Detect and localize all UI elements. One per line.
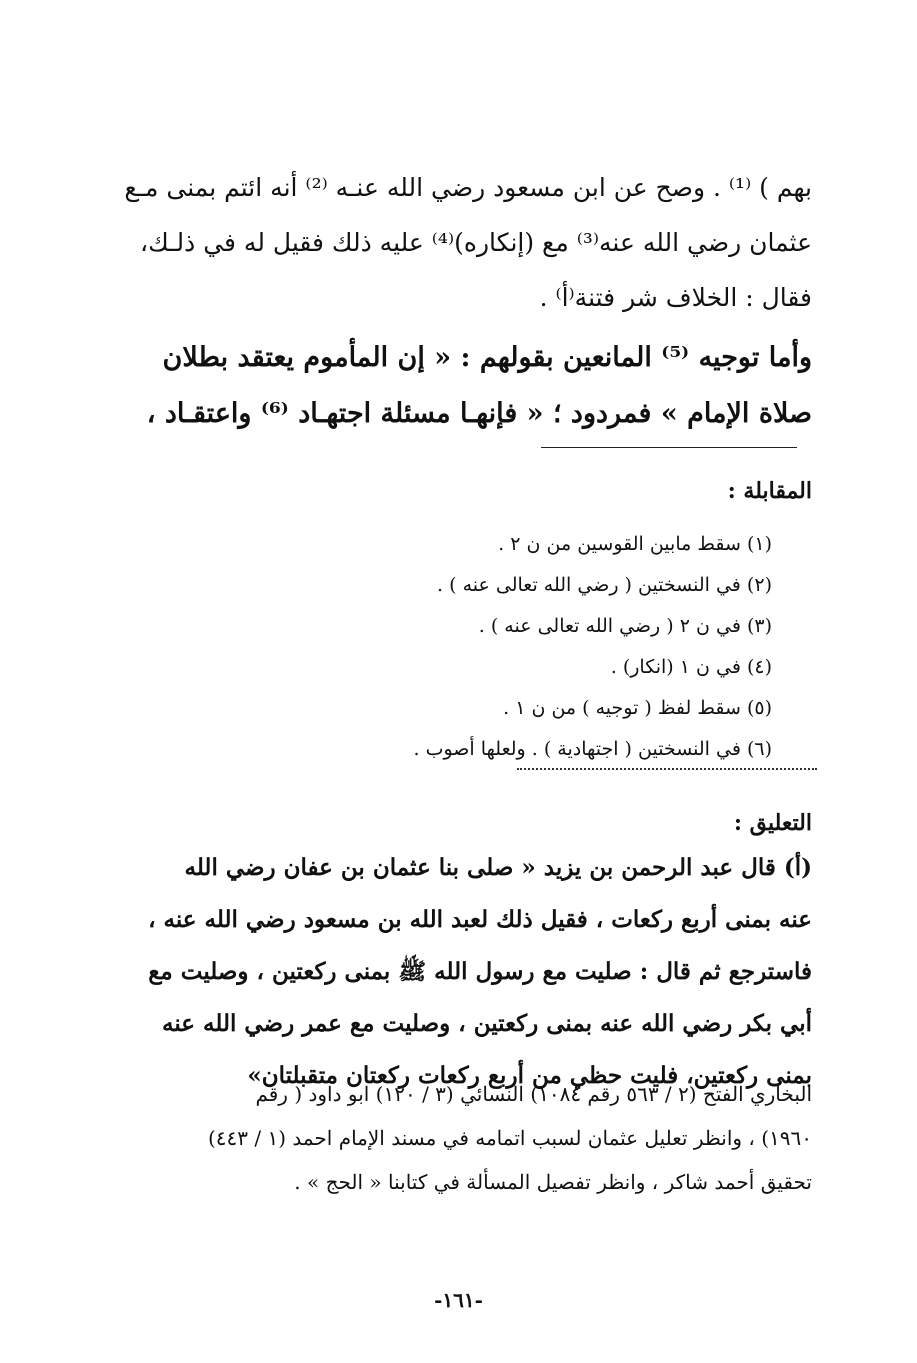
dotted-separator bbox=[517, 768, 817, 770]
reference-line: تحقيق أحمد شاكر ، وانظر تفصيل المسألة في كتابنا « الحج » . bbox=[294, 1170, 812, 1194]
main-text bbox=[100, 160, 812, 325]
reference-line: ١٩٦٠) ، وانظر تعليل عثمان لسبب اتمامه في مسند الإمام احمد (١ / ٤٤٣) bbox=[207, 1126, 812, 1150]
commentary-line: فاسترجع ثم قال : صليت مع رسول الله ﷺ بمنى ركعتين ، وصليت مع bbox=[148, 958, 812, 985]
main-text-line: بهم ) ⁽¹⁾ . وصح عن ابن مسعود رضي الله عنـه ⁽²⁾ أنه ائتم بمنى مـع bbox=[124, 173, 812, 202]
bold-paragraph bbox=[100, 330, 812, 442]
commentary-line: عنه بمنى أربع ركعات ، فقيل ذلك لعبد الله بن مسعود رضي الله عنه ، bbox=[148, 906, 812, 933]
footnote-divider bbox=[541, 447, 797, 448]
collation-note: (١) سقط مابين القوسين من ن ٢ . bbox=[498, 533, 772, 555]
collation-note: (٤) في ن ١ (انكار) . bbox=[610, 656, 772, 678]
bold-paragraph-line: وأما توجيه ⁽⁵⁾ المانعين بقولهم : « إن المأموم يعتقد بطلان bbox=[162, 342, 812, 373]
muqabala-heading: المقابلة : bbox=[727, 478, 812, 504]
commentary-line: أبي بكر رضي الله عنه بمنى ركعتين ، وصليت مع عمر رضي الله عنه bbox=[162, 1010, 812, 1037]
collation-notes bbox=[120, 524, 772, 770]
collation-note: (٥) سقط لفظ ( توجيه ) من ن ١ . bbox=[503, 697, 772, 719]
reference-line: البخاري الفتح (٢ / ٥٦٣ رقم ١٠٨٤) النسائي (٣ / ١٢٠) ابو داود ( رقم bbox=[255, 1082, 812, 1106]
collation-note: (٢) في النسختين ( رضي الله تعالى عنه ) . bbox=[437, 574, 772, 596]
main-text-line: فقال : الخلاف شر فتنة⁽أ⁾ . bbox=[539, 283, 812, 312]
commentary-line: بمنى ركعتين، فليت حظي من أربع ركعات ركعتان متقبلتان» bbox=[247, 1062, 812, 1089]
references bbox=[100, 1072, 812, 1204]
page-number: -١٦١- bbox=[434, 1288, 483, 1312]
commentary bbox=[100, 842, 812, 1102]
bold-paragraph-line: صلاة الإمام » فمردود ؛ « فإنهـا مسئلة اجتهـاد ⁽⁶⁾ واعتقـاد ، bbox=[146, 398, 812, 429]
commentary-line: (أ) قال عبد الرحمن بن يزيد « صلى بنا عثمان بن عفان رضي الله bbox=[184, 854, 812, 881]
taliq-heading: التعليق : bbox=[733, 810, 812, 836]
collation-note: (٦) في النسختين ( اجتهادية ) . ولعلها أصوب . bbox=[413, 738, 772, 760]
main-text-line: عثمان رضي الله عنه⁽³⁾ مع (إنكاره)⁽⁴⁾ عليه ذلك فقيل له في ذلـك، bbox=[140, 228, 812, 257]
collation-note: (٣) في ن ٢ ( رضي الله تعالى عنه ) . bbox=[478, 615, 772, 637]
